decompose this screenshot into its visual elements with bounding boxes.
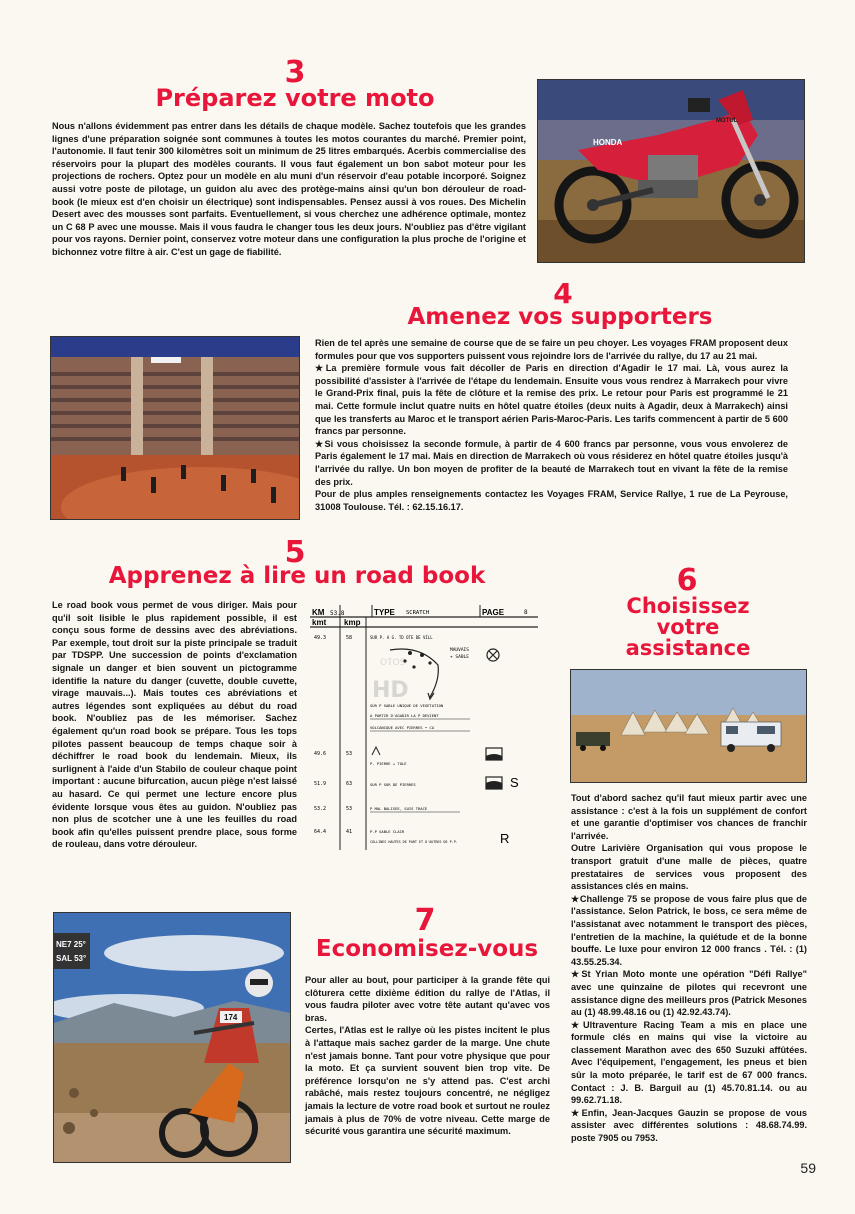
honda-motorcycle-photo [537,79,805,263]
rb-mark-s: S [510,775,519,790]
rb-kmt-label: kmt [312,618,327,627]
rb-row-kmp: 53 [346,806,353,812]
section-7-body: Pour aller au bout, pour participer à la grande fête qui clôturera cette dixième édition du rallye de l'Atlas, il vous faudra piloter avec votre tête autant qu'avec vos bras. Certes, l'Atlas est le rallye où les pistes incitent le plus à l'attaque mais sachez garder de la marge. Une chute n'est jamais bonne. Tant pour votre physique que pour la moto. Et ça survient souvent bien trop vite. De préférence lorsqu'on ne s'y attend pas. C'est archi rabâché, mais restez toujours concentré, ne négligez jamais la lecture de votre road book et surtout ne roulez jamais à plus de 70% de votre niveau. Cette marge de sécurité vous garantira une sécurité maximum. [305,975,550,1137]
section-7-title: Economisez-vous [315,936,539,962]
rb-row-note: VOLCANIQUE AVEC PIERRES • CA [370,725,435,730]
rb-type-label: TYPE [374,608,395,617]
motul-label: MOTUL [716,118,738,124]
section-6-body: Tout d'abord sachez qu'il faut mieux partir avec une assistance : c'est à la fois un supplément de confort et une garantie d'optimiser vos chances de franchir l'arrivée. Outre Larivière Organisation qui vous propose le transport gratuit d'une malle de pièces, quatre prestataires de services vous proposent des assistances clés en mains. ★Challenge 75 se propose de vous faire plus que de l'assistance. Selon Patrick, le boss, ce sera même de l'assistanat avec notamment le transport des pièces, l'entretien de la machine, la quiétude et de la bonne bouffe. Le luxe pour environ 12 000 francs . Tél. : (1) 43.55.25.34. ★St Yrian Moto monte une opération "Défi Rallye" avec une quinzaine de pilotes qui recevront une assistance digne des meilleurs pros (Patrick Mesones au (1) 48.99.48.16 ou (1) 42.92.43.74). ★Ultraventure Racing Team a mis en place une formule clés en mains qui vise la victoire au classement Marathon avec des 650 Suzuki affûtées. Avec l'équipement, l'engagement, les pneus et bien sûr la moto préparée, le tarif est de 67 000 francs. Contact : J. B. Barguil au (1) 45.70.81.14. ou au 99.62.71.18. ★Enfin, Jean-Jacques Gauzin se propose de vous assister avec différentes solutions : 48.68.74.99. poste 7905 ou 7953. [571,793,807,1144]
section-6-title-line: votre [656,615,720,639]
rb-row-kmp: 41 [346,829,353,835]
desert-camp-photo [570,669,807,783]
section-4-body: Rien de tel après une semaine de course que de se faire un peu choyer. Les voyages FRAM proposent deux formules pour que vos supporters puissent vous rejoindre lors de l'arrivée du rallye, du 17 au 21 mai. ★La première formule vous fait décoller de Paris en direction d'Agadir le 17 mai. Là, vous aurez la possibilité d'assister à l'arrivée de l'étape du lendemain. Ensuite vous vous rendrez à Marrakech pour vivre le Grand-Prix final, puis la fête de clôture et la remise des prix. Le retour pour Paris est programmé le 21 mai. Cette formule inclut quatre nuits en hôtel quatre étoiles (deux nuits à Agadir, deux à Marrakech) ainsi que les transferts au Maroc et le transport aérien Paris-Maroc-Paris. Les tarifs commencent à partir de 5 600 francs par personne. ★Si vous choisissez la seconde formule, à partir de 4 600 francs par personne, vous vous envolerez de Paris également le 17 mai. Mais en direction de Marrakech où vous résiderez en hôtel quatre étoiles jusqu'à l'arrivée du rallye. Un bon moyen de profiter de la beauté de Marrakech tout en vivant la fête de la remise des prix. Pour de plus amples renseignements contactez les Voyages FRAM, Service Rallye, 1 rue de La Peyrouse, 31008 Toulouse. Tél. : 62.15.16.17. [315,338,788,512]
section-3-title: Préparez votre moto [155,84,435,112]
section-3-body: Nous n'allons évidemment pas entrer dans les détails de chaque modèle. Sachez toutefois que les grandes lignes d'une préparation soignée sont communes à toutes les motos courantes du marché. Premier point, l'autonomie. Il faut tenir 300 kilomètres soit un minimum de 25 litres embarqués. Acerbis commercialise des réservoirs pour la plupart des modèles courants. Il vous faut également un bon sabot moteur pour les projections de rochers. Optez pour un modèle en alu muni d'un réservoir d'eau potable incorporé. Soignez aussi votre poste de pilotage, un guidon alu avec des protège-mains ainsi qu'un bon dérouleur de road-book (le mieux est d'en choisir un électrique) sont indispensables. Pensez aussi à vos roues. Des Michelin Desert avec des mousses sont parfaits. Eventuellement, si vous cherchez une adhérence optimale, montez un C 68 P avec une mousse. Mais il vous faudra le changer tous les deux jours. N'oubliez pas d'être vigilant pour vos rayons. Dernier point, conservez votre moteur dans une configuration la plus proche de l'origine et bichonnez votre filtre à air. C'est un gage de fiabilité. [52,121,526,257]
section-5-body: Le road book vous permet de vous diriger. Mais pour qu'il soit lisible le plus rapidement possible, il est conçu sous forme de dessins avec des abréviations. Par exemple, tout droit sur la piste principale se traduit par TDSPP. Une succession de points d'exclamation signale un danger et bien souvent un pictogramme identifie la nature du danger (cuvette, double cuvette, virage mauvais...). Mais toutes ces abréviations et autres légendes sont expliquées au début du road book. N'oubliez pas de les mémoriser. Sachez également qu'un road book se prépare. Tous les tops pilotes passent beaucoup de temps chaque soir à déchiffrer le road book du lendemain. Mieux, ils surlignent à l'aide d'un Stabilo de couleur chaque point important : aucune bifurcation, aucun piège n'est laissé au hasard. Ce qui permet une lecture encore plus évidente lorsque vous êtes au guidon. N'oubliez pas non plus de scotcher une à une les feuilles du road book afin qu'elles puissent prendre place, sous forme de rouleau, dans votre dérouleur. [52,600,297,850]
rider-photo [53,912,291,1163]
rb-row-note: P. PIERRE + TOLE [370,761,407,766]
race-plate: 174 [224,1013,238,1022]
section-5-number: 5 [284,535,306,570]
rb-note-b: + SABLE [450,655,469,660]
section-6-title-line: assistance [625,636,751,660]
section-3-number: 3 [284,55,306,90]
section-6-number: 6 [676,563,698,598]
rb-row-kmp: 53 [346,751,353,757]
rb-row-kmp: 58 [346,635,353,641]
rb-row-note: SUR P SUR DE PIERRES [370,782,416,787]
rb-row-kmt: 64.4 [314,829,327,835]
rb-note-a: MAUVAIS [450,648,469,653]
rb-page-value: 8 [524,609,528,616]
rb-row-note: A PARTIR D'AGADIR LA P DEVIENT [370,713,439,718]
section-6-title-line: Choisissez [626,594,750,618]
rb-row-note: SUR P. A G. TD OTE DE VILL [370,635,433,640]
rb-row-note: COLLINES HAUTES DE PART ET D'AUTRES DE P.P. [370,840,458,844]
rb-row-kmt: 49.6 [314,751,327,757]
rb-row-kmt: 51.9 [314,781,327,787]
rb-km-label: KM [312,608,325,617]
rb-type-value: SCRATCH [406,610,430,616]
roadsign-line-2: SAL 53° [56,954,87,963]
arena-crowd-photo [50,336,300,520]
rb-row-note: P.P SABLE CLAIR [370,829,405,834]
rb-row-note: P MAL BALISEE, SUIS TRACE [370,806,428,811]
section-5-title: Apprenez à lire un road book [108,563,486,589]
section-4-number: 4 [553,277,573,310]
watermark-small: OTOS [380,658,406,668]
roadsign-line-1: NE7 25° [56,940,86,949]
rb-mark-r: R [500,831,510,846]
rb-row-kmt: 49.3 [314,635,327,641]
roadbook-sheet [310,605,538,850]
section-4-title: Amenez vos supporters [407,304,713,330]
rb-row-kmt: 53.2 [314,806,327,812]
watermark-hd: HD [372,678,409,703]
rb-row-note: SUR P SABLE UNIQUE DE VEGETATION [370,703,444,708]
rb-page-label: PAGE [482,608,505,617]
section-7-number: 7 [414,903,436,938]
page-number: 59 [800,1160,816,1176]
rb-row-kmp: 63 [346,781,353,787]
rb-kmp-label: kmp [344,618,361,627]
section-6-title [590,596,786,659]
honda-label: HONDA [593,138,623,147]
rb-km-value: 53.8 [330,610,345,617]
